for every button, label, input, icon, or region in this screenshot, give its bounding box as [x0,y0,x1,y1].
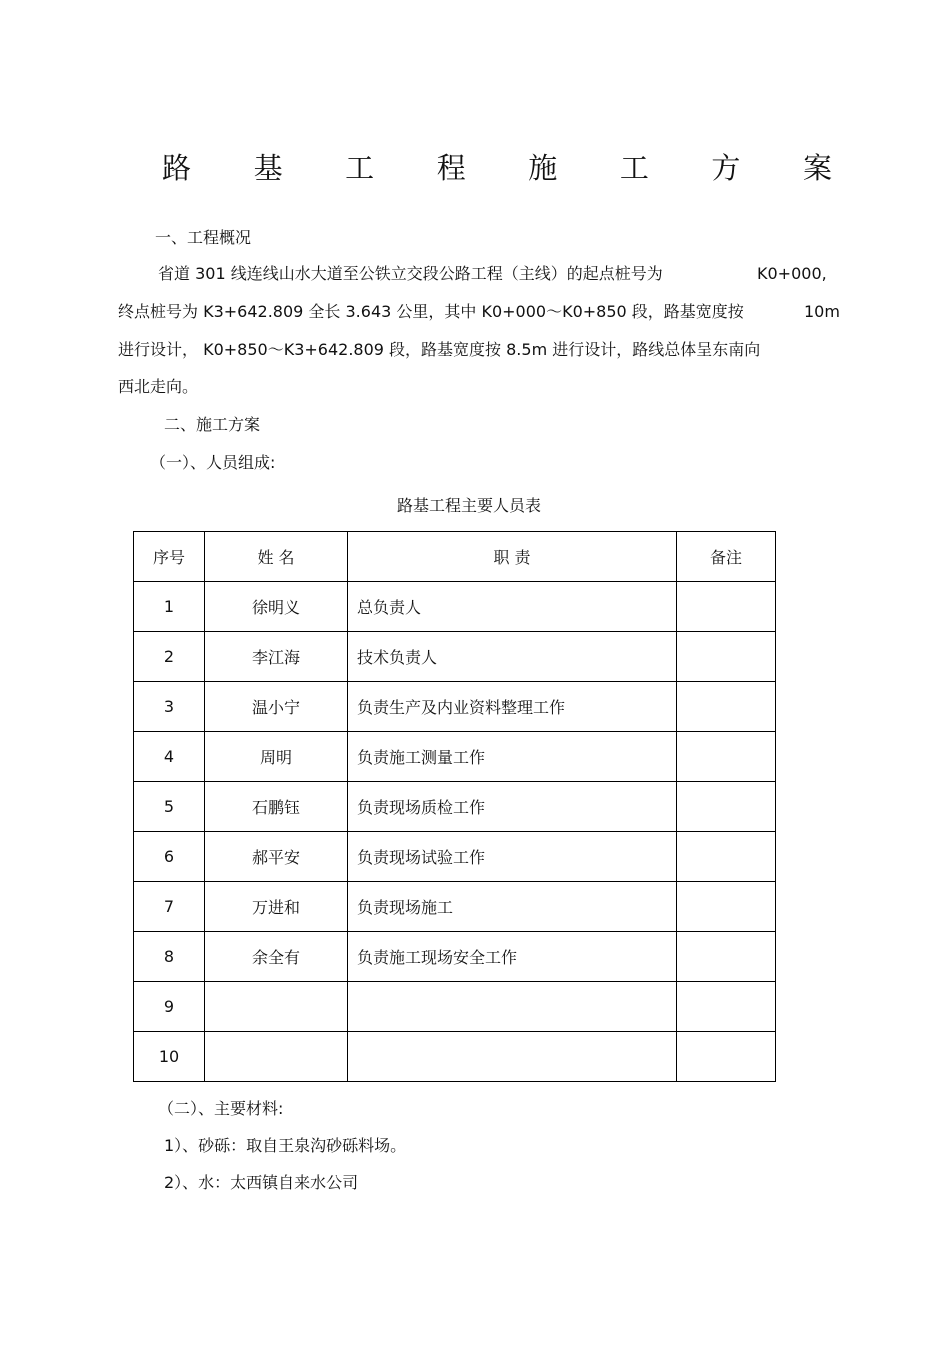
cell-no: 4 [134,732,205,782]
cell-duty [348,582,677,632]
cell-note [677,882,776,932]
cell-duty-text: 负责现场施工 [357,898,454,917]
cell-duty [348,782,677,832]
subsection-heading-materials: （二）、主要材料: [158,1099,284,1118]
cell-duty [348,932,677,982]
cell-note [677,832,776,882]
cell-name: 郝平安 [205,832,348,882]
cell-no: 9 [134,982,205,1032]
cell-name: 石鹏钰 [205,782,348,832]
table-row [134,832,776,882]
header-duty: 职 责 [348,532,677,582]
title-char: 施 [528,151,558,185]
cell-note [677,982,776,1032]
cell-note [677,932,776,982]
cell-duty [348,832,677,882]
cell-name: 徐明义 [205,582,348,632]
cell-duty-text: 技术负责人 [357,648,438,667]
table-row [134,782,776,832]
cell-duty-text: 负责施工测量工作 [357,748,486,767]
material-item: 2）、水：太西镇自来水公司 [164,1173,359,1192]
personnel-table [133,531,776,1082]
cell-no: 1 [134,582,205,632]
cell-duty [348,682,677,732]
title-char: 基 [253,151,283,185]
cell-no: 8 [134,932,205,982]
paragraph-line: 10m [804,302,840,321]
table-row [134,932,776,982]
paragraph-line: 终点桩号为 K3+642.809 全长 3.643 公里，其中 K0+000～K0+850 段，路基宽度按 [118,302,744,321]
cell-duty [348,1032,677,1082]
cell-note [677,682,776,732]
cell-duty-text: 负责现场质检工作 [357,798,486,817]
table-row [134,682,776,732]
header-name: 姓 名 [205,532,348,582]
cell-no: 5 [134,782,205,832]
cell-note [677,632,776,682]
cell-duty [348,982,677,1032]
cell-name: 温小宁 [205,682,348,732]
title-char: 工 [345,151,375,185]
table-row [134,582,776,632]
cell-duty-text: 负责生产及内业资料整理工作 [357,698,566,717]
table-row [134,1032,776,1082]
table-row [134,982,776,1032]
paragraph-line: 进行设计， K0+850～K3+642.809 段，路基宽度按 8.5m 进行设计，路线总体呈东南向 [118,340,761,359]
cell-duty [348,632,677,682]
subsection-heading-personnel: （一）、人员组成: [150,453,276,472]
cell-no: 2 [134,632,205,682]
header-note: 备注 [677,532,776,582]
table-header-row [134,532,776,582]
cell-name: 余全有 [205,932,348,982]
table-row [134,882,776,932]
cell-no: 7 [134,882,205,932]
cell-no: 6 [134,832,205,882]
table-row [134,632,776,682]
title-char: 路 [162,151,192,185]
cell-duty [348,732,677,782]
header-no: 序号 [134,532,205,582]
title-char: 工 [619,151,649,185]
cell-name [205,982,348,1032]
section-heading-overview: 一、工程概况 [155,228,252,247]
title-char: 方 [711,151,741,185]
cell-duty-text: 负责现场试验工作 [357,848,486,867]
cell-duty-text [348,997,357,1016]
cell-name: 周明 [205,732,348,782]
cell-no: 3 [134,682,205,732]
cell-no: 10 [134,1032,205,1082]
cell-note [677,582,776,632]
cell-note [677,732,776,782]
title-char: 案 [802,151,832,185]
cell-name: 万进和 [205,882,348,932]
cell-duty-text: 总负责人 [357,598,422,617]
document-title [162,148,832,188]
cell-duty-text: 负责施工现场安全工作 [357,948,518,967]
paragraph-line: 省道 301 线连线山水大道至公铁立交段公路工程（主线）的起点桩号为 [158,264,663,283]
table-row [134,732,776,782]
paragraph-line: 西北走向。 [118,377,199,396]
cell-duty-text [348,1047,357,1066]
material-item: 1）、砂砾：取自王泉沟砂砾料场。 [164,1136,407,1155]
cell-duty [348,882,677,932]
cell-name: 李江海 [205,632,348,682]
cell-note [677,1032,776,1082]
cell-name [205,1032,348,1082]
table-caption: 路基工程主要人员表 [396,496,541,515]
paragraph-line: K0+000, [757,264,827,283]
cell-note [677,782,776,832]
section-heading-plan: 二、施工方案 [164,415,261,434]
title-char: 程 [436,151,466,185]
